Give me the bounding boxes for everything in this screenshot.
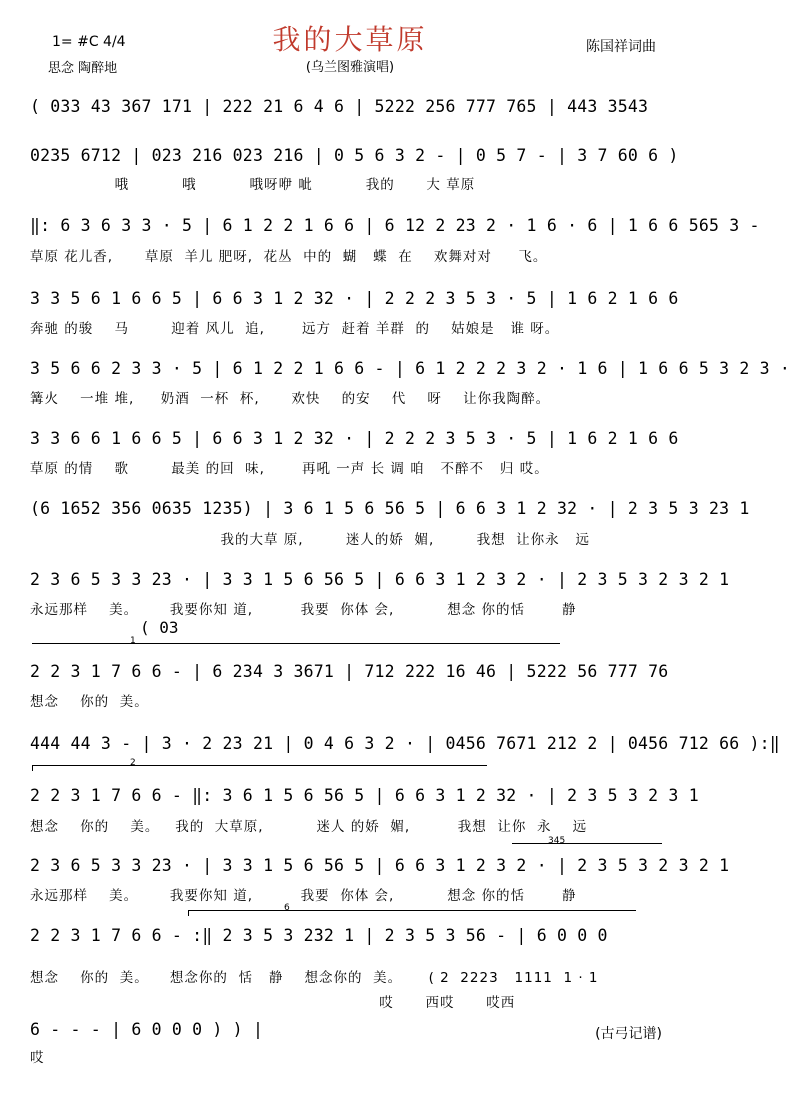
lyric-line-13: 想念 你的 美。 想念你的 恬 静 想念你的 美。 ( 2 2223 1111 1 · 1 (30, 970, 599, 986)
composer-credit: 陈国祥词曲 (586, 39, 656, 55)
notation-line-13: 2 2 3 1 7 6 6 - :‖ 2 3 5 3 232 1 | 2 3 5 3 56 - | 6 0 0 0 (30, 926, 608, 945)
notation-line-12: 2 3 6 5 3 3 23 · | 3 3 1 5 6 56 5 | 6 6 3 1 2 3 2 · | 2 3 5 3 2 3 2 1 (30, 856, 730, 875)
volta-tick-4 (188, 910, 189, 916)
performer-subtitle: (乌兰图雅演唱) (305, 60, 395, 75)
notation-line-1: ( 033 43 367 171 | 222 21 6 4 6 | 5222 256 777 765 | 443 3543 (30, 97, 649, 116)
tempo-mood: 思念 陶醉地 (48, 61, 118, 76)
volta-bracket-1 (32, 643, 560, 644)
notation-line-2: 0235 6712 | 023 216 023 216 | 0 5 6 3 2 - | 0 5 7 - | 3 7 60 6 ) (30, 146, 679, 165)
lyric-line-2: 哦 哦 哦呀咿 呲 我的 大 草原 (30, 177, 476, 193)
volta-number-3: 345 (548, 836, 566, 846)
volta-number-1: 1 (130, 636, 136, 646)
notation-line-5: 3 5 6 6 2 3 3 · 5 | 6 1 2 2 1 6 6 - | 6 1 2 2 2 3 2 · 1 6 | 1 6 6 5 3 2 3 · (30, 359, 790, 378)
lyric-line-5: 篝火 一堆 堆, 奶酒 一杯 杯, 欢快 的安 代 呀 让你我陶醉。 (30, 391, 551, 407)
notation-line-9: 2 2 3 1 7 6 6 - | 6 234 3 3671 | 712 222 16 46 | 5222 56 777 76 (30, 662, 669, 681)
lyric-line-12: 永远那样 美。 我要你知 道, 我要 你体 会, 想念 你的恬 静 (30, 888, 577, 904)
lyric-line-3: 草原 花儿香, 草原 羊儿 肥呀, 花丛 中的 蝴 蝶 在 欢舞对对 飞。 (30, 249, 548, 265)
volta-bracket-3 (512, 843, 662, 844)
volta-tick-2 (32, 765, 33, 771)
key-signature: 1= #C 4/4 (52, 34, 126, 50)
transcriber-note: (古弓记谱) (595, 1026, 662, 1042)
notation-line-3: ‖: 6 3 6 3 3 · 5 | 6 1 2 2 1 6 6 | 6 12 2 23 2 · 1 6 · 6 | 1 6 6 565 3 - (30, 216, 760, 235)
volta-number-2: 2 (130, 758, 136, 768)
notation-line-11: 2 2 3 1 7 6 6 - ‖: 3 6 1 5 6 56 5 | 6 6 3 1 2 32 · | 2 3 5 3 2 3 1 (30, 786, 699, 805)
song-title: 我的大草原 (272, 23, 428, 56)
notation-line-4: 3 3 5 6 1 6 6 5 | 6 6 3 1 2 32 · | 2 2 2 3 5 3 · 5 | 1 6 2 1 6 6 (30, 289, 679, 308)
notation-line-14: 6 - - - | 6 0 0 0 ) ) | (30, 1020, 264, 1039)
volta-number-4: 6 (284, 903, 290, 913)
notation-line-6: 3 3 6 6 1 6 6 5 | 6 6 3 1 2 32 · | 2 2 2 3 5 3 · 5 | 1 6 2 1 6 6 (30, 429, 679, 448)
intro-marker: ( 03 (140, 618, 179, 637)
lyric-line-7: 我的大草 原, 迷人的娇 媚, 我想 让你永 远 (30, 532, 591, 548)
lyric-line-11: 想念 你的 美。 我的 大草原, 迷人 的娇 媚, 我想 让你 永 远 (30, 819, 588, 835)
lyric-line-14: 哎 (30, 1050, 45, 1066)
lyric-line-13b: 哎 西哎 哎西 (30, 995, 516, 1011)
volta-bracket-4 (188, 910, 636, 911)
volta-bracket-2 (32, 765, 487, 766)
lyric-line-9: 想念 你的 美。 (30, 694, 149, 710)
notation-line-7: (6 1652 356 0635 1235) | 3 6 1 5 6 56 5 | 6 6 3 1 2 32 · | 2 3 5 3 23 1 (30, 499, 750, 518)
lyric-line-6: 草原 的情 歌 最美 的回 味, 再吼 一声 长 调 咱 不醉不 归 哎。 (30, 461, 549, 477)
lyric-line-4: 奔驰 的骏 马 迎着 风儿 追, 远方 赶着 羊群 的 姑娘是 谁 呀。 (30, 321, 560, 337)
notation-line-10: 444 44 3 - | 3 · 2 23 21 | 0 4 6 3 2 · | 0456 7671 212 2 | 0456 712 66 ):‖ (30, 734, 780, 753)
notation-line-8: 2 3 6 5 3 3 23 · | 3 3 1 5 6 56 5 | 6 6 3 1 2 3 2 · | 2 3 5 3 2 3 2 1 (30, 570, 730, 589)
lyric-line-8: 永远那样 美。 我要你知 道, 我要 你体 会, 想念 你的恬 静 (30, 602, 577, 618)
